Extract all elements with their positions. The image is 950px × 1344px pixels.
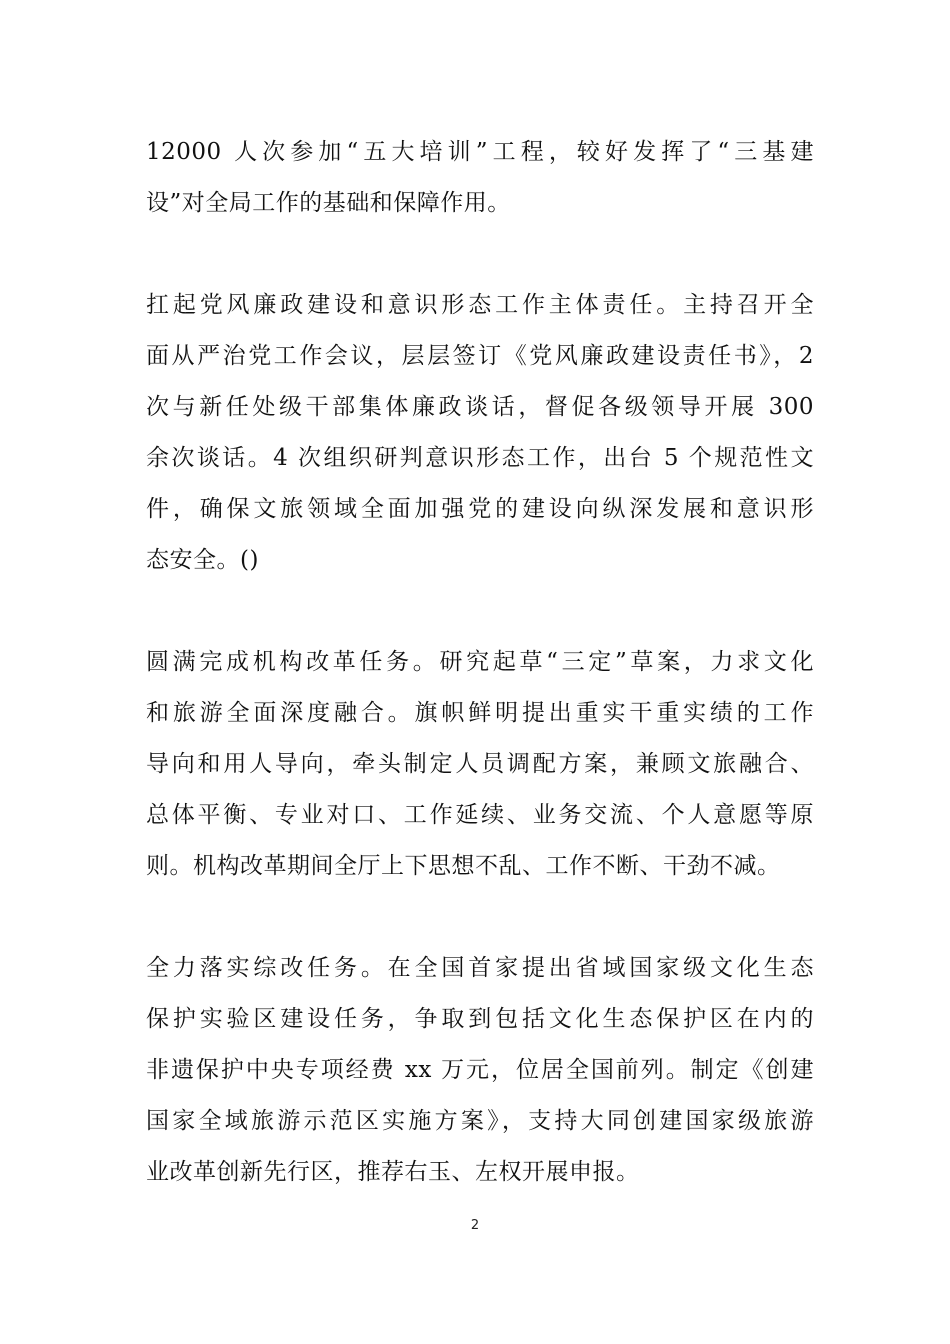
text-line: 全力落实综改任务。在全国首家提出省域国家级文化生态	[146, 955, 814, 981]
text-line: 非遗保护中央专项经费 xx 万元，位居全国前列。制定《创建	[146, 1057, 814, 1083]
text-line: 态安全。()	[146, 547, 259, 573]
text-line: 面从严治党工作会议，层层签订《党风廉政建设责任书》，2	[146, 343, 814, 369]
paragraph-training	[146, 127, 814, 229]
text-line: 设”对全局工作的基础和保障作用。	[146, 190, 511, 216]
paragraph-comprehensive-reform	[146, 943, 814, 1198]
text-line: 圆满完成机构改革任务。研究起草“三定”草案，力求文化	[146, 649, 814, 675]
text-line: 业改革创新先行区，推荐右玉、左权开展申报。	[146, 1159, 640, 1185]
text-line: 余次谈话。4 次组织研判意识形态工作，出台 5 个规范性文	[146, 445, 814, 471]
paragraph-party-responsibility	[146, 280, 814, 586]
text-line: 保护实验区建设任务，争取到包括文化生态保护区在内的	[146, 1006, 814, 1032]
text-line: 导向和用人导向，牵头制定人员调配方案，兼顾文旅融合、	[146, 751, 814, 777]
text-line: 总体平衡、专业对口、工作延续、业务交流、个人意愿等原	[146, 802, 814, 828]
text-line: 件，确保文旅领域全面加强党的建设向纵深发展和意识形	[146, 496, 814, 522]
page-number: 2	[470, 1218, 480, 1233]
document-body	[146, 127, 814, 1249]
text-line: 和旅游全面深度融合。旗帜鲜明提出重实干重实绩的工作	[146, 700, 814, 726]
text-line: 国家全域旅游示范区实施方案》，支持大同创建国家级旅游	[146, 1108, 814, 1134]
text-line: 则。机构改革期间全厅上下思想不乱、工作不断、干劲不减。	[146, 853, 781, 879]
text-line: 12000 人次参加“五大培训”工程，较好发挥了“三基建	[146, 139, 814, 165]
text-line: 次与新任处级干部集体廉政谈话，督促各级领导开展 300	[146, 394, 814, 420]
text-line: 扛起党风廉政建设和意识形态工作主体责任。主持召开全	[146, 292, 814, 318]
paragraph-institutional-reform	[146, 637, 814, 892]
